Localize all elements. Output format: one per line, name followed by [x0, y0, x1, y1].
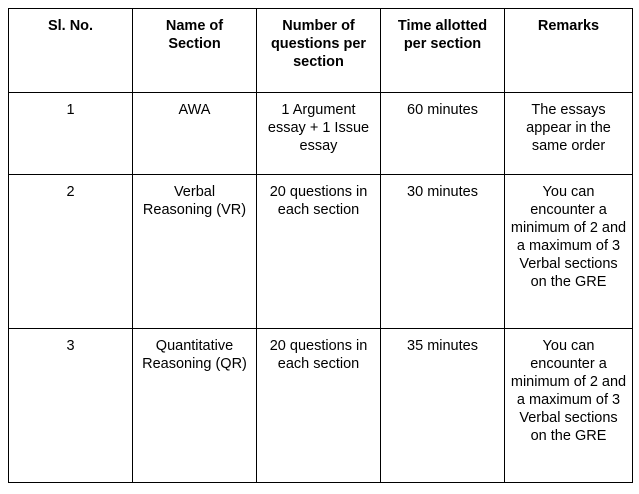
cell-section-name: Verbal Reasoning (VR): [133, 175, 257, 329]
header-question-count: Number of questions per section: [257, 9, 381, 93]
table-row: [9, 93, 633, 175]
header-section-name: Name of Section: [133, 9, 257, 93]
header-sl-no: Sl. No.: [9, 9, 133, 93]
cell-question-count: 1 Argument essay + 1 Issue essay: [257, 93, 381, 175]
header-remarks: Remarks: [505, 9, 633, 93]
cell-question-count: 20 questions in each section: [257, 175, 381, 329]
cell-section-name: Quantitative Reasoning (QR): [133, 329, 257, 483]
cell-sl-no: 1: [9, 93, 133, 175]
cell-section-name: AWA: [133, 93, 257, 175]
cell-remarks: You can encounter a minimum of 2 and a maximum of 3 Verbal sections on the GRE: [505, 329, 633, 483]
header-time-allotted: Time allotted per section: [381, 9, 505, 93]
cell-time-allotted: 30 minutes: [381, 175, 505, 329]
header-row: [9, 9, 633, 93]
table-row: [9, 329, 633, 483]
cell-remarks: You can encounter a minimum of 2 and a maximum of 3 Verbal sections on the GRE: [505, 175, 633, 329]
cell-sl-no: 3: [9, 329, 133, 483]
cell-time-allotted: 60 minutes: [381, 93, 505, 175]
cell-time-allotted: 35 minutes: [381, 329, 505, 483]
cell-sl-no: 2: [9, 175, 133, 329]
gre-sections-table: [8, 8, 633, 483]
cell-question-count: 20 questions in each section: [257, 329, 381, 483]
cell-remarks: The essays appear in the same order: [505, 93, 633, 175]
table-row: [9, 175, 633, 329]
